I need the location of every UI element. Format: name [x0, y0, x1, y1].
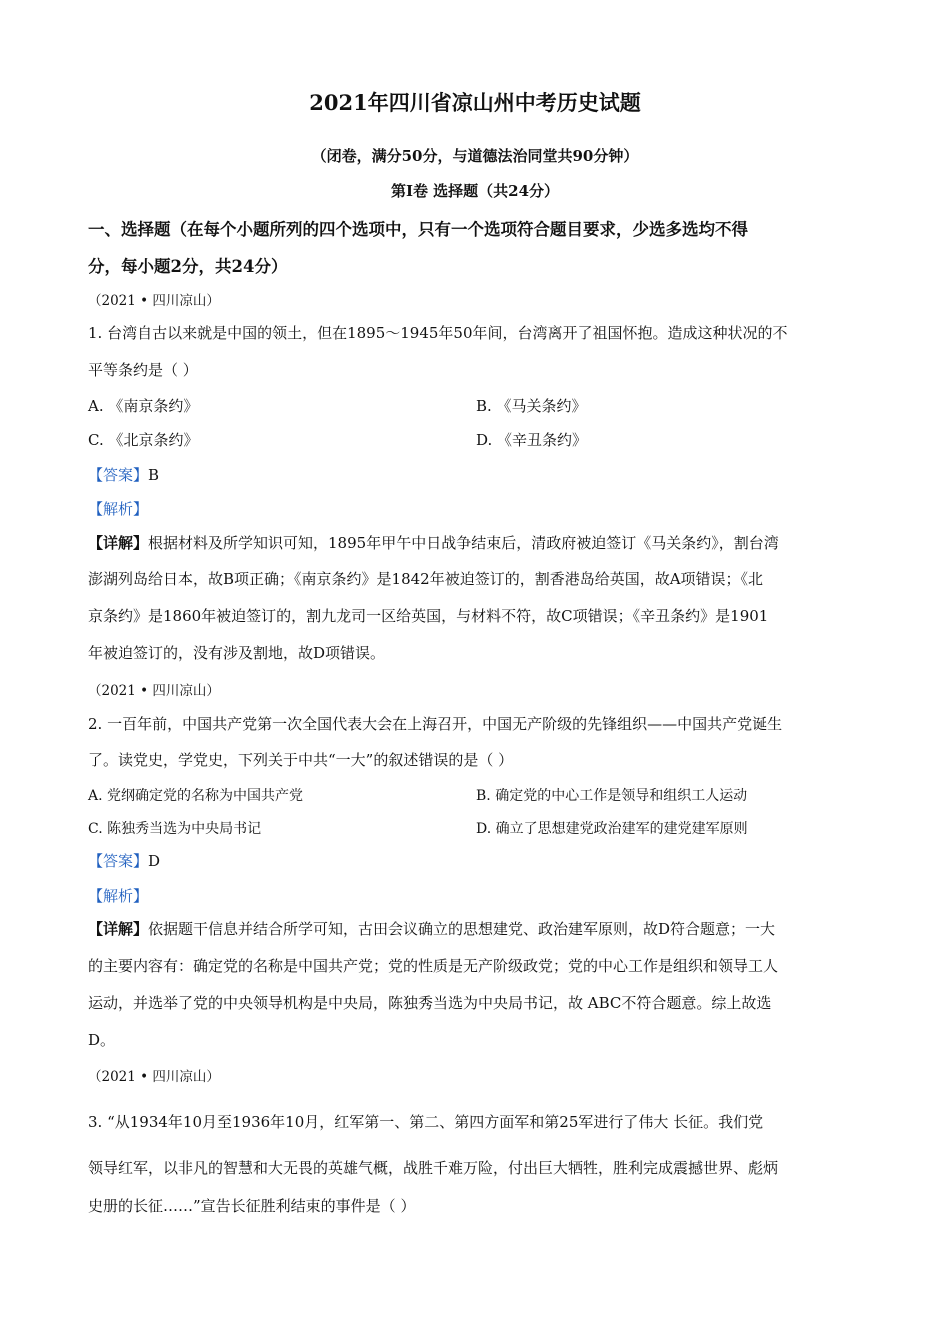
question-1-answer	[88, 464, 159, 485]
question-2-detail-line3: 运动，并选举了党的中央领导机构是中央局，陈独秀当选为中央局书记，故 ABC不符合题意。综上故选	[88, 994, 772, 1012]
question-2-option-b: B. 确定党的中心工作是领导和组织工人运动	[476, 788, 748, 804]
answer-value: D	[148, 852, 161, 870]
question-1-option-c: C. 《北京条约》	[88, 431, 199, 449]
question-2-option-a: A. 党纲确定党的名称为中国共产党	[88, 788, 304, 804]
question-2-source: （2021 • 四川凉山）	[88, 683, 220, 699]
question-1-option-a: A. 《南京条约》	[88, 397, 199, 415]
question-1-source: （2021 • 四川凉山）	[88, 293, 220, 309]
question-2-stem-line2: 了。读党史，学党史，下列关于中共“一大”的叙述错误的是（ ）	[88, 751, 514, 769]
page-title: 2021年四川省凉山州中考历史试题	[309, 90, 641, 115]
exam-subtitle: （闭卷，满分50分，与道德法治同堂共90分钟）	[311, 147, 639, 165]
question-2-detail-line1	[88, 918, 775, 939]
question-2-option-d: D. 确立了思想建党政治建军的建党建军原则	[476, 821, 748, 837]
question-3-stem-line1: 3. “从1934年10月至1936年10月，红军第一、第二、第四方面军和第25军进行了伟大 长征。我们党	[88, 1113, 764, 1131]
detail-text: 根据材料及所学知识可知，1895年甲午中日战争结束后，清政府被迫签订《马关条约》，割台湾	[148, 534, 779, 552]
volume-heading: 第Ⅰ卷 选择题（共24分）	[390, 182, 560, 200]
question-3-stem-line3: 史册的长征……”宣告长征胜利结束的事件是（ ）	[88, 1197, 416, 1215]
question-1-option-b: B. 《马关条约》	[476, 397, 587, 415]
answer-tag: 【答案】	[88, 466, 149, 484]
detail-tag: 【详解】	[88, 920, 149, 938]
question-1-detail-line2: 澎湖列岛给日本，故B项正确；《南京条约》是1842年被迫签订的，割香港岛给英国，故A项错误；《北	[88, 570, 764, 588]
question-2-analysis-tag: 【解析】	[88, 887, 149, 905]
question-3-source: （2021 • 四川凉山）	[88, 1069, 220, 1085]
answer-value: B	[148, 466, 160, 484]
question-2-answer	[88, 850, 160, 871]
detail-text: 依据题干信息并结合所学可知，古田会议确立的思想建党、政治建军原则，故D符合题意；一大	[148, 920, 776, 938]
section-heading-line1: 一、选择题（在每个小题所列的四个选项中，只有一个选项符合题目要求，少选多选均不得	[88, 220, 748, 239]
section-heading-line2: 分，每小题2分，共24分）	[88, 257, 288, 276]
answer-tag: 【答案】	[88, 852, 149, 870]
question-3-stem-line2: 领导红军，以非凡的智慧和大无畏的英雄气概，战胜千难万险，付出巨大牺牲，胜利完成震撼世界、彪炳	[88, 1159, 779, 1177]
question-2-detail-line2: 的主要内容有：确定党的名称是中国共产党；党的性质是无产阶级政党；党的中心工作是组织和领导工人	[88, 957, 779, 975]
question-1-detail-line1	[88, 532, 779, 553]
question-2-stem-line1: 2. 一百年前，中国共产党第一次全国代表大会在上海召开，中国无产阶级的先锋组织——中国共产党诞生	[88, 715, 783, 733]
question-2-option-c: C. 陈独秀当选为中央局书记	[88, 821, 262, 837]
detail-tag: 【详解】	[88, 534, 149, 552]
question-2-detail-line4: D。	[88, 1031, 116, 1049]
question-1-analysis-tag: 【解析】	[88, 500, 149, 518]
question-1-option-d: D. 《辛丑条约》	[476, 431, 588, 449]
question-1-detail-line4: 年被迫签订的，没有涉及割地，故D项错误。	[88, 644, 386, 662]
question-1-detail-line3: 京条约》是1860年被迫签订的，割九龙司一区给英国，与材料不符，故C项错误；《辛丑条约》是1901	[88, 607, 769, 625]
question-1-stem-line1: 1. 台湾自古以来就是中国的领土，但在1895～1945年50年间，台湾离开了祖国怀抱。造成这种状况的不	[88, 324, 788, 342]
question-1-stem-line2: 平等条约是（ ）	[88, 361, 198, 379]
